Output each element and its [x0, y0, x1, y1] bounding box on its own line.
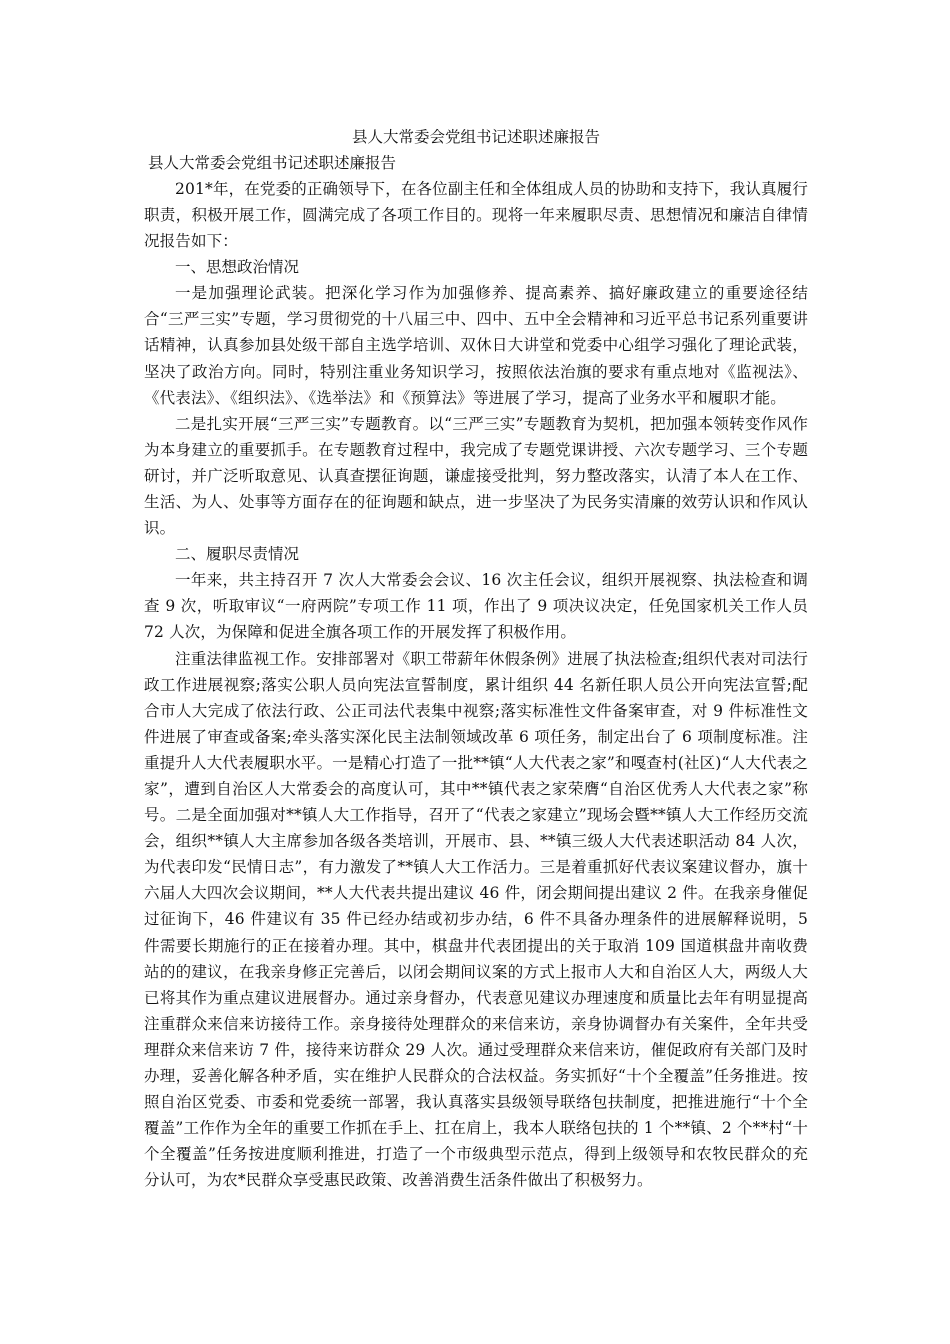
document-subtitle: 县人大常委会党组书记述职述廉报告: [148, 154, 397, 172]
intro-paragraph: 201*年，在党委的正确领导下，在各位副主任和全体组成人员的协助和支持下，我认真履行职责，积极开展工作，圆满完成了各项工作目的。现将一年来履职尽责、思想情况和廉洁自律情况报告如下：: [144, 180, 808, 251]
paragraph-theory-study: 一是加强理论武装。把深化学习作为加强修养、提高素养、搞好廉政建立的重要途径结合“三严三实”专题，学习贯彻党的十八届三中、四中、五中全会精神和习近平总书记系列重要讲话精神，认真参加县处级干部自主选学培训、双休日大讲堂和党委中心组学习强化了理论武装，坚决了政治方向。同时，特别注重业务知识学习，按照依法治旗的要求有重点地对《监视法》、《代表法》、《组织法》、《选举法》和《预算法》等进展了学习，提高了业务水平和履职才能。: [144, 284, 808, 407]
document-title: 县人大常委会党组书记述职述廉报告: [351, 128, 600, 146]
section-heading-duties: 二、履职尽责情况: [175, 545, 300, 564]
paragraph-annual-summary: 一年来，共主持召开 7 次人大常委会会议、16 次主任会议，组织开展视察、执法检查和调查 9 次，听取审议“一府两院”专项工作 11 项，作出了 9 项决议决定，任免国家机关工作人员 72 人次，为保障和促进全旗各项工作的开展发挥了积极作用。: [144, 571, 808, 642]
document-page: [144, 124, 808, 1193]
paragraph-legal-supervision: 注重法律监视工作。安排部署对《职工带薪年休假条例》进展了执法检查;组织代表对司法行政工作进展视察;落实公职人员向宪法宣誓制度，累计组织 44 名新任职人员公开向宪法宣誓;配合市人大完成了依法行政、公正司法代表集中视察;落实标准性文件备案审查，对 9 件标准性文件进展了审查或备案;牵头落实深化民主法制领域改革 6 项任务，制定出台了 6 项制度标准。注重提升人大代表履职水平。一是精心打造了一批**镇“人大代表之家”和嘎查村(社区)“人大代表之家”，遭到自治区人大常委会的高度认可，其中**镇代表之家荣膺“自治区优秀人大代表之家”称号。二是全面加强对**镇人大工作指导，召开了“代表之家建立”现场会暨**镇人大工作经历交流会，组织**镇人大主席参加各级各类培训，开展市、县、**镇三级人大代表述职活动 84 人次，为代表印发“民情日志”，有力激发了**镇人大工作活力。三是着重抓好代表议案建议督办，旗十六届人大四次会议期间，**人大代表共提出建议 46 件，闭会期间提出建议 2 件。在我亲身催促过征询下，46 件建议有 35 件已经办结或初步办结，6 件不具备办理条件的进展解释说明，5 件需要长期施行的正在接着办理。其中，棋盘井代表团提出的关于取消 109 国道棋盘井南收费站的的建议，在我亲身修正完善后，以闭会期间议案的方式上报市人大和自治区人大，两级人大已将其作为重点建议进展督办。通过亲身督办，代表意见建议办理速度和质量比去年有明显提高注重群众来信来访接待工作。亲身接待处理群众的来信来访，亲身协调督办有关案件，全年共受理群众来信来访 7 件，接待来访群众 29 人次。通过受理群众来信来访，催促政府有关部门及时办理，妥善化解各种矛盾，实在维护人民群众的合法权益。务实抓好“十个全覆盖”任务推进。按照自治区党委、市委和党委统一部署，我认真落实县级领导联络包扶制度，把推进施行“十个全覆盖”工作作为全年的重要工作抓在手上、扛在肩上，我本人联络包扶的 1 个**镇、2 个**村“十个全覆盖”任务按进度顺利推进，打造了一个市级典型示范点，得到上级领导和农牧民群众的充分认可，为农*民群众享受惠民政策、改善消费生活条件做出了积极努力。: [144, 649, 808, 1190]
paragraph-three-strict-education: 二是扎实开展“三严三实”专题教育。以“三严三实”专题教育为契机，把加强本领转变作风作为本身建立的重要抓手。在专题教育过程中，我完成了专题党课讲授、六次专题学习、三个专题研讨，并广泛听取意见、认真查摆征询题，谦虚接受批判，努力整改落实，认清了本人在工作、生活、为人、处事等方面存在的征询题和缺点，进一步坚决了为民务实清廉的效劳认识和作风认识。: [144, 414, 808, 538]
section-heading-ideology: 一、思想政治情况: [175, 258, 300, 277]
